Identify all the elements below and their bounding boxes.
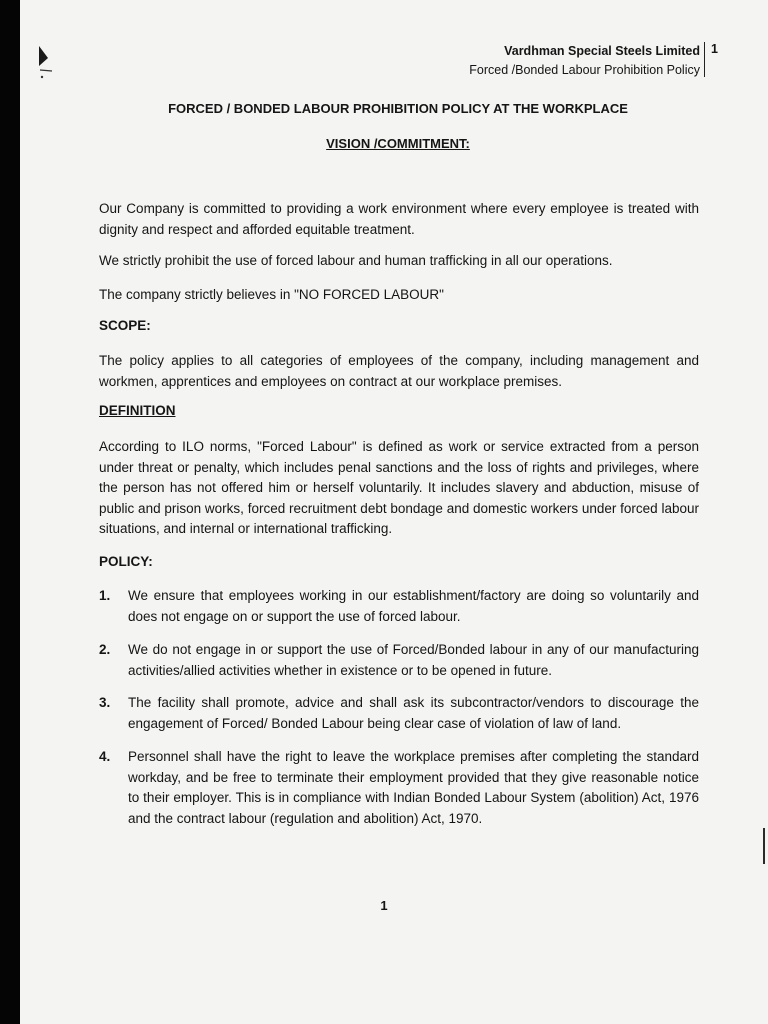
definition-text: According to ILO norms, "Forced Labour" is defined as work or service extracted from a person under threat or penalty, which includes penal sanctions and the loss of rights and privileges, where the person has not offered him or herself voluntarily. It includes slavery and abduction, misuse of public and prison works, forced recruitment debt bondage and domestic workers under forced labour situations, and internal or international trafficking. — [99, 439, 699, 536]
policy-item-text: Personnel shall have the right to leave the workplace premises after completing the standard workday, and be free to terminate their employment provided that they give reasonable notice to their employer. This is in compliance with Indian Bonded Labour System (abolition) Act, 1976 and the contract labour (regulation and abolition) Act, 1970. — [128, 749, 699, 826]
document-subtitle: VISION /COMMITMENT: — [326, 136, 470, 151]
policy-list-item — [99, 693, 699, 734]
policy-item-text: We do not engage in or support the use of Forced/Bonded labour in any of our manufacturing activities/allied activities whether in existence or to be opened in future. — [128, 642, 699, 678]
policy-item-number: 2. — [99, 642, 111, 657]
policy-item-text: We ensure that employees working in our establishment/factory are doing so voluntarily and does not engage on or support the use of forced labour. — [128, 588, 699, 624]
policy-heading: POLICY: — [99, 554, 153, 569]
footer-page-number: 1 — [380, 898, 388, 913]
scope-text: The policy applies to all categories of employees of the company, including management and workmen, apprentices and employees on contract at our workplace premises. — [99, 353, 699, 389]
header-divider — [704, 42, 705, 77]
policy-list-item — [99, 640, 699, 681]
policy-list-item — [99, 747, 699, 829]
intro-paragraph-prohibition: We strictly prohibit the use of forced labour and human trafficking in all our operations. — [99, 253, 613, 268]
policy-item-number: 1. — [99, 588, 111, 603]
header-company-name: Vardhman Special Steels Limited — [504, 44, 700, 58]
policy-list-item — [99, 586, 699, 627]
scan-black-edge — [0, 0, 20, 1024]
policy-item-text: The facility shall promote, advice and shall ask its subcontractor/vendors to discourage the engagement of Forced/ Bonded Labour being clear case of violation of law of land. — [128, 695, 699, 731]
policy-item-number: 3. — [99, 695, 111, 710]
page-header — [469, 42, 700, 80]
header-policy-name: Forced /Bonded Labour Prohibition Policy — [469, 63, 700, 77]
intro-paragraph-belief: The company strictly believes in "NO FORCED LABOUR" — [99, 287, 444, 302]
scope-heading: SCOPE: — [99, 318, 151, 333]
scan-mark-icon — [36, 44, 56, 84]
document-title: FORCED / BONDED LABOUR PROHIBITION POLICY AT THE WORKPLACE — [168, 101, 628, 116]
intro-paragraph-commitment: Our Company is committed to providing a work environment where every employee is treated with dignity and respect and afforded equitable treatment. — [99, 201, 699, 237]
header-page-number: 1 — [711, 42, 718, 56]
policy-item-number: 4. — [99, 749, 111, 764]
scan-margin-mark — [763, 828, 765, 864]
definition-heading: DEFINITION — [99, 403, 176, 418]
